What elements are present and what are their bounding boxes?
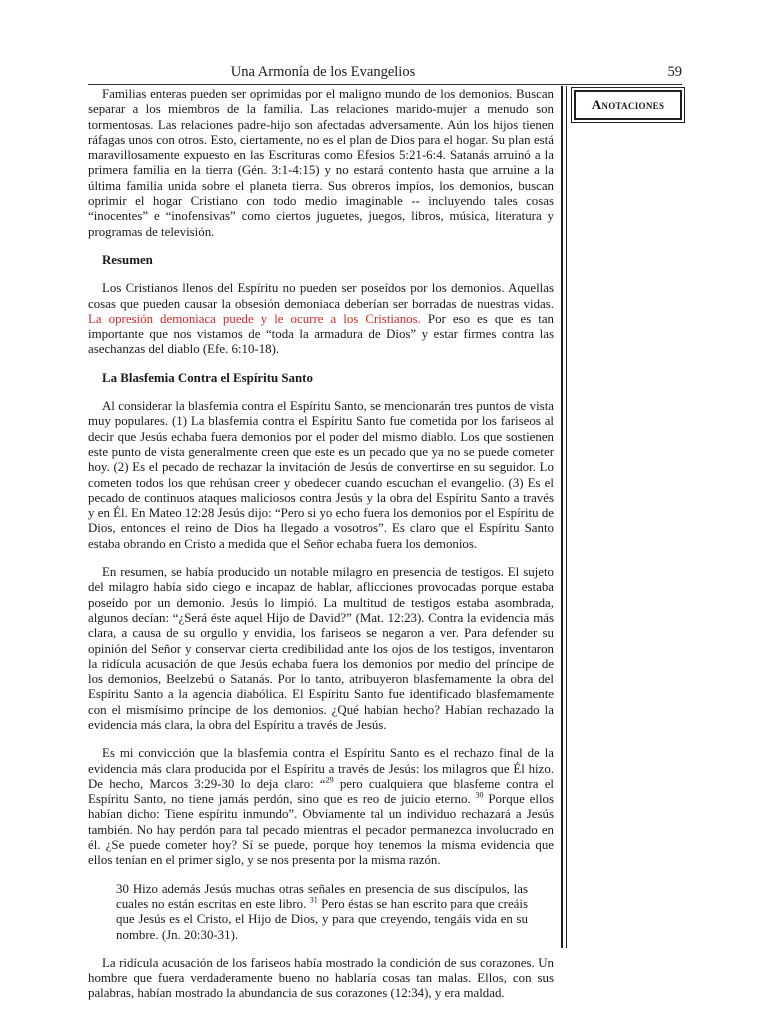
heading-blasfemia: La Blasfemia Contra el Espíritu Santo (102, 370, 313, 385)
conviction-text-c: Porque ellos habían dicho: Tiene espíritu inmundo”. Obviamente tal un individuo rechazará a Jesús también. No hay perdón para tal pecado mientras el pecador permanezca involucrado en él. ¿Se puede cometer hoy? Sí se puede, porque hoy tenemos la misma evidencia que ellos tenían en el primer siglo, y se nos presenta por la misma razón. (88, 792, 555, 868)
margin-rule-thin (566, 86, 567, 948)
quote-text-b: Pero éstas se han escrito para que creáis que Jesús es el Cristo, el Hijo de Dios, y para que creyendo, tengáis vida en su nombre. (Jn. 20:30-31). (116, 896, 529, 942)
paragraph-resumen (88, 281, 554, 357)
paragraph-three-views: Al considerar la blasfemia contra el Espíritu Santo, se mencionarán tres puntos de vista muy populares. (1) La blasfemia contra el Espíritu Santo fue cometida por los fariseos al decir que Jesús echaba fuera demonios por el poder del mismo diablo. Los que sostienen este punto de vista generalmente creen que este es un pecado que ya no se puede cometer hoy. (2) Es el pecado de rechazar la invitación de Jesús de convertirse en su seguidor. Lo cometen todos los que rehúsan creer y obedecer cuando escuchan el evangelio. (3) Es el pecado de continuos ataques maliciosos contra Jesús y la obra del Espíritu Santo a través y en Él. En Mateo 12:28 Jesús dijo: “Pero si yo echo fuera los demonios por el Espíritu de Dios, entonces el reino de Dios ha llegado a vosotros”. Es claro que el Espíritu Santo estaba obrando en Cristo a medida que el Señor echaba fuera los demonios. (88, 399, 554, 551)
verse-number-29: 29 (325, 775, 334, 785)
margin-rule-thick (561, 86, 563, 948)
paragraph-families: Familias enteras pueden ser oprimidas por el maligno mundo de los demonios. Buscan separar a los miembros de la familia. Las relaciones marido-mujer a menudo son tormentosas. Las relaciones padre-hijo son afectadas adversamente. Aún los hijos tienen ráfagas unos con otros. Esto, ciertamente, no es el plan de Dios para el hogar. Su plan está maravillosamente expuesto en las Escrituras como Efesios 5:21-6:4. Satanás arruinó a la primera familia en la tierra (Gén. 3:1-4:15) y no estará contento hasta que arruine a la última familia unida sobre el planeta tierra. Sus obreros impíos, los demonios, buscan oprimir el hogar Cristiano con todo medio imaginable -- incluyendo tales cosas “inocentes” e “inofensivas” como ciertos juguetes, juegos, libros, música, literatura y programas de televisión. (88, 87, 554, 239)
running-header-title: Una Armonía de los Evangelios (230, 64, 416, 80)
main-text-column (88, 87, 554, 1002)
page-number: 59 (667, 64, 682, 80)
paragraph-ridicula: La ridícula acusación de los fariseos había mostrado la condición de sus corazones. Un hombre que fuera verdaderamente bueno no hablaría cosas tan malas. Ellos, con sus palabras, habían mostrado la abundancia de sus corazones (12:34), y era maldad. (88, 955, 554, 1001)
verse-number-31: 31 (309, 895, 318, 905)
scripture-quote (116, 882, 528, 943)
conviction-text-b: pero cualquiera que blasfeme contra el Espíritu Santo, no tiene jamás perdón, sino que es reo de juicio eterno. (88, 776, 554, 807)
conviction-text-a: Es mi convicción que la blasfemia contra el Espíritu Santo es el rechazo final de la evidencia más clara producida por el Espíritu a través de Jesús: los milagros que Él hizo. De hecho, Marcos 3:29-30 lo deja claro: “ (88, 746, 554, 791)
header-rule (88, 84, 682, 85)
quote-text-a: 30 Hizo además Jesús muchas otras señales en presencia de sus discípulos, las cuales no están escritas en este libro. (116, 881, 528, 911)
verse-number-30: 30 (475, 790, 484, 800)
resumen-text-end: Por eso es que es tan importante que nos vistamos de “toda la armadura de Dios” y estar firmes contra las asechanzas del diablo (Efe. 6:10-18). (88, 311, 554, 357)
paragraph-conviction (88, 746, 554, 868)
heading-resumen: Resumen (102, 252, 153, 267)
resumen-text-start: Los Cristianos llenos del Espíritu no pueden ser poseídos por los demonios. Aquellas cosas que pueden causar la obsesión demoniaca deberían ser borradas de nuestras vidas. (88, 281, 554, 311)
highlighted-sentence: La opresión demoniaca puede y le ocurre a los Cristianos. (88, 311, 421, 326)
annotations-box (574, 90, 682, 120)
annotations-label: Anotaciones (591, 97, 665, 112)
paragraph-en-resumen: En resumen, se había producido un notable milagro en presencia de testigos. El sujeto del milagro había sido ciego e incapaz de hablar, aflicciones provocadas porque estaba poseído por un demonio. Jesús lo limpió. La multitud de testigos estaba asombrada, algunos decían: “¿Será éste aquel Hijo de David?” (Mat. 12:23). Contra la evidencia más clara, a causa de su orgullo y envidia, los fariseos se negaron a ver. Para defender su opinión del Señor y conservar cierta credibilidad ante los ojos de los testigos, inventaron la ridícula acusación de que Jesús echaba fuera los demonios por medio del príncipe de los demonios, Beelzebú o Satanás. Por lo tanto, atribuyeron blasfemamente la obra del Espíritu Santo a la agencia diabólica. El Espíritu Santo fue identificado blasfemamente con el mismísimo príncipe de los demonios. ¿Qué habían hecho? Habían rechazado la evidencia más clara, la obra del Espíritu a través de Jesús. (88, 565, 554, 732)
